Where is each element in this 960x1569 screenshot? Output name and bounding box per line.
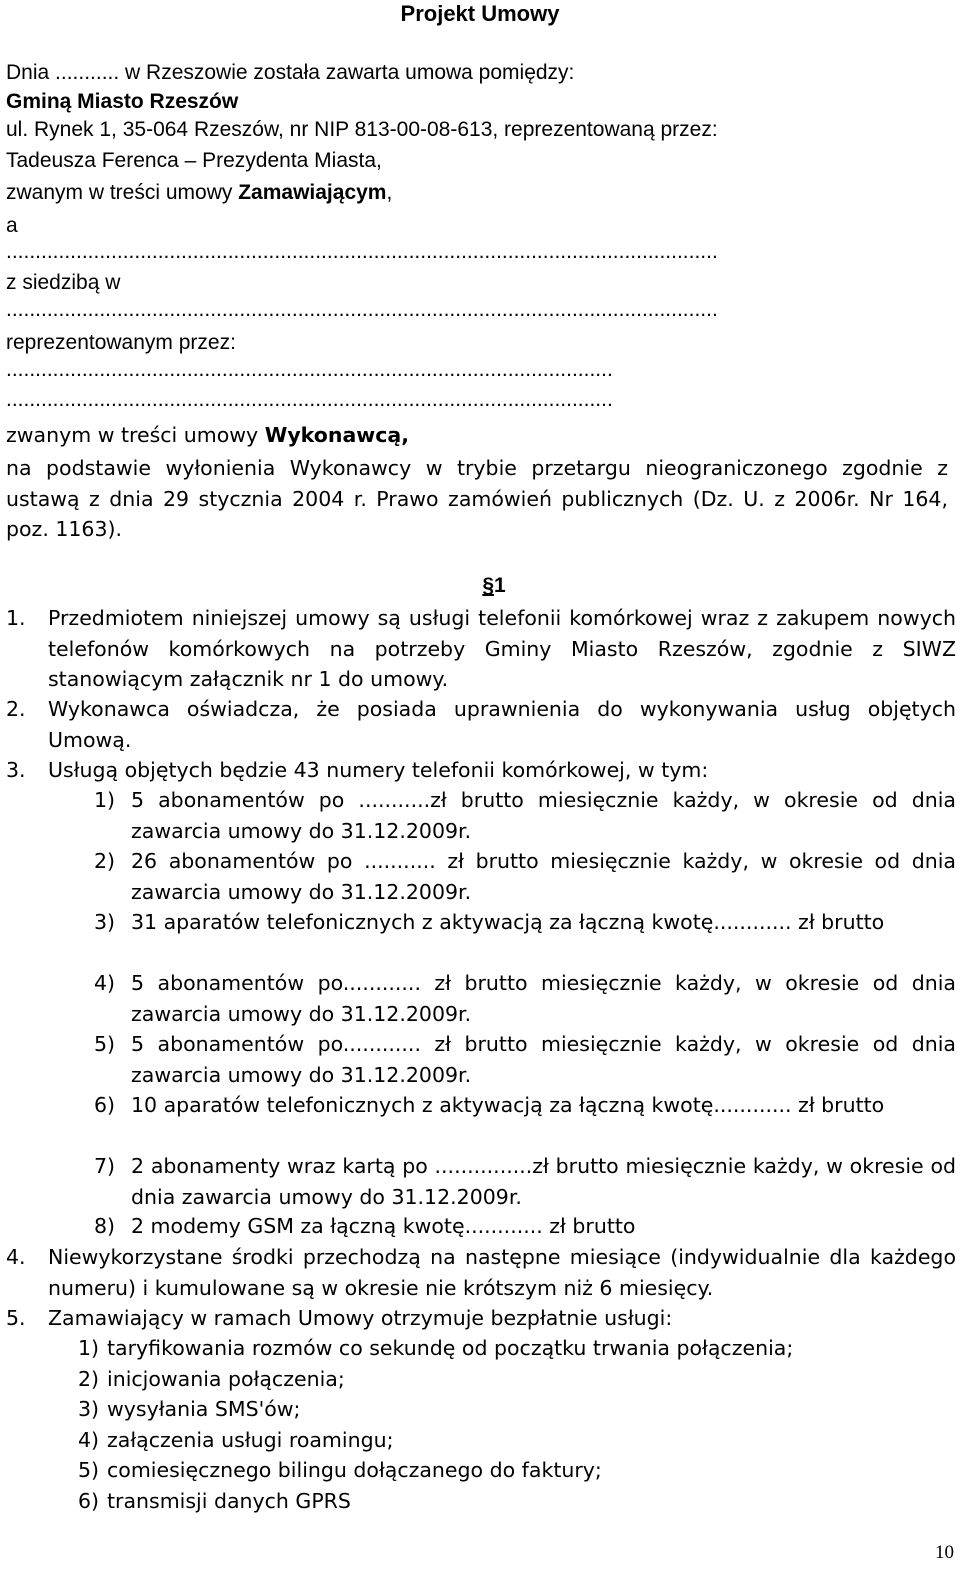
number-package-item <box>94 785 956 846</box>
list-item-text: Zamawiający w ramach Umowy otrzymuje bezpłatnie usługi: <box>48 1306 673 1330</box>
free-service-index: 4) <box>78 1428 100 1452</box>
number-package-index: 7) <box>94 1154 116 1178</box>
number-package-item <box>94 968 956 1029</box>
number-package-index: 2) <box>94 849 116 873</box>
number-package-index: 8) <box>94 1214 116 1238</box>
free-service-item <box>78 1425 878 1456</box>
section-number: 1 <box>494 574 506 597</box>
conjunction-a: a <box>6 214 18 237</box>
number-package-item <box>94 1090 956 1151</box>
list-item <box>6 694 956 755</box>
free-service-item <box>78 1364 878 1395</box>
list-item <box>6 1303 956 1334</box>
free-service-index: 1) <box>78 1336 100 1360</box>
free-service-item <box>78 1486 878 1517</box>
legal-basis-paragraph: na podstawie wyłonienia Wykonawcy w trybie przetargu nieograniczonego zgodnie z ustawą z dnia 29 stycznia 2004 r. Prawo zamówień publicznych (Dz. U. z 2006r. Nr 164, poz. 1163). <box>6 456 948 541</box>
number-package-item <box>94 1211 956 1242</box>
list-item-number: 1. <box>6 606 26 630</box>
number-package-text: 2 abonamenty wraz kartą po ...............zł brutto miesięcznie każdy, w okresie od dnia zawarcia umowy do 31.12.2009r. <box>131 1154 956 1209</box>
number-package-text: 10 aparatów telefonicznych z aktywacją za łączną kwotę............ zł brutto <box>131 1093 885 1117</box>
free-service-item <box>78 1394 878 1425</box>
free-service-text: taryfikowania rozmów co sekundę od początku trwania połączenia; <box>107 1336 794 1360</box>
number-package-text: 5 abonamentów po............ zł brutto miesięcznie każdy, w okresie od dnia zawarcia umowy do 31.12.2009r. <box>131 971 956 1026</box>
number-package-index: 4) <box>94 971 116 995</box>
party-one-role <box>6 180 392 206</box>
list-item-number: 3. <box>6 758 26 782</box>
party-two-role <box>6 422 409 448</box>
list-item <box>6 603 956 695</box>
party-one-representative: Tadeusza Ferenca – Prezydenta Miasta, <box>6 149 382 172</box>
number-package-item <box>94 907 956 968</box>
party-two-seat-blank: .......................................................................................................................... <box>6 298 718 321</box>
list-item <box>6 1242 956 1303</box>
number-package-item <box>94 1151 956 1212</box>
party-one-address: ul. Rynek 1, 35-064 Rzeszów, nr NIP 813-00-08-613, reprezentowaną przez: <box>6 118 718 141</box>
free-service-index: 5) <box>78 1458 100 1482</box>
number-package-text: 5 abonamentów po ...........zł brutto miesięcznie każdy, w okresie od dnia zawarcia umowy do 31.12.2009r. <box>131 788 956 843</box>
number-package-item <box>94 846 956 907</box>
list-item-number: 4. <box>6 1245 26 1269</box>
party-one-name: Gminą Miasto Rzeszów <box>6 90 239 113</box>
party-two-representative-label: reprezentowanym przez: <box>6 331 236 354</box>
free-service-text: wysyłania SMS'ów; <box>107 1397 301 1421</box>
list-item-number: 5. <box>6 1306 26 1330</box>
party-two-seat-label: z siedzibą w <box>6 271 121 294</box>
number-package-text: 31 aparatów telefonicznych z aktywacją za łączną kwotę............ zł brutto <box>131 910 885 934</box>
list-item <box>6 755 956 786</box>
list-item-text: Usługą objętych będzie 43 numery telefonii komórkowej, w tym: <box>48 758 709 782</box>
free-service-text: inicjowania połączenia; <box>107 1367 345 1391</box>
number-package-text: 5 abonamentów po............ zł brutto miesięcznie każdy, w okresie od dnia zawarcia umowy do 31.12.2009r. <box>131 1032 956 1087</box>
party-two-name-blank: .......................................................................................................................... <box>6 240 718 263</box>
section-heading <box>0 573 960 599</box>
number-package-index: 5) <box>94 1032 116 1056</box>
free-service-index: 3) <box>78 1397 100 1421</box>
free-service-index: 6) <box>78 1489 100 1513</box>
list-item-text: Niewykorzystane środki przechodzą na następne miesiące (indywidualnie dla każdego numeru) i kumulowane są w okresie nie krótszym niż 6 miesięcy. <box>48 1245 956 1300</box>
number-package-index: 6) <box>94 1093 116 1117</box>
party-two-representative-blank-2: ........................................................................................................ <box>6 388 613 411</box>
number-package-item <box>94 1029 956 1090</box>
free-service-item <box>78 1333 878 1364</box>
free-service-text: transmisji danych GPRS <box>107 1489 351 1513</box>
document-title: Projekt Umowy <box>400 1 560 26</box>
party-one-role-name: Zamawiającym <box>238 181 387 204</box>
free-service-index: 2) <box>78 1367 100 1391</box>
list-item-text: Przedmiotem niniejszej umowy są usługi telefonii komórkowej wraz z zakupem nowych telefonów komórkowych na potrzeby Gminy Miasto Rzeszów, zgodnie z SIWZ stanowiącym załącznik nr 1 do umowy. <box>48 606 956 691</box>
free-service-item <box>78 1455 878 1486</box>
page-number: 10 <box>935 1542 954 1563</box>
free-service-text: załączenia usługi roamingu; <box>107 1428 394 1452</box>
party-one-role-suffix: , <box>386 181 393 204</box>
contract-date-line: Dnia ........... w Rzeszowie została zawarta umowa pomiędzy: <box>6 61 575 84</box>
party-one-role-prefix: zwanym w treści umowy <box>6 181 239 204</box>
party-two-role-name: Wykonawcą, <box>264 423 409 447</box>
number-package-index: 1) <box>94 788 116 812</box>
number-package-text: 26 abonamentów po ........... zł brutto miesięcznie każdy, w okresie od dnia zawarcia umowy do 31.12.2009r. <box>131 849 956 904</box>
list-item-number: 2. <box>6 697 26 721</box>
list-item-text: Wykonawca oświadcza, że posiada uprawnienia do wykonywania usług objętych Umową. <box>48 697 956 752</box>
party-two-role-prefix: zwanym w treści umowy <box>6 423 265 447</box>
number-package-index: 3) <box>94 910 116 934</box>
free-service-text: comiesięcznego bilingu dołączanego do faktury; <box>107 1458 602 1482</box>
section-sign: § <box>482 574 494 597</box>
party-two-representative-blank-1: ........................................................................................................ <box>6 358 613 381</box>
number-package-text: 2 modemy GSM za łączną kwotę............ zł brutto <box>131 1214 636 1238</box>
